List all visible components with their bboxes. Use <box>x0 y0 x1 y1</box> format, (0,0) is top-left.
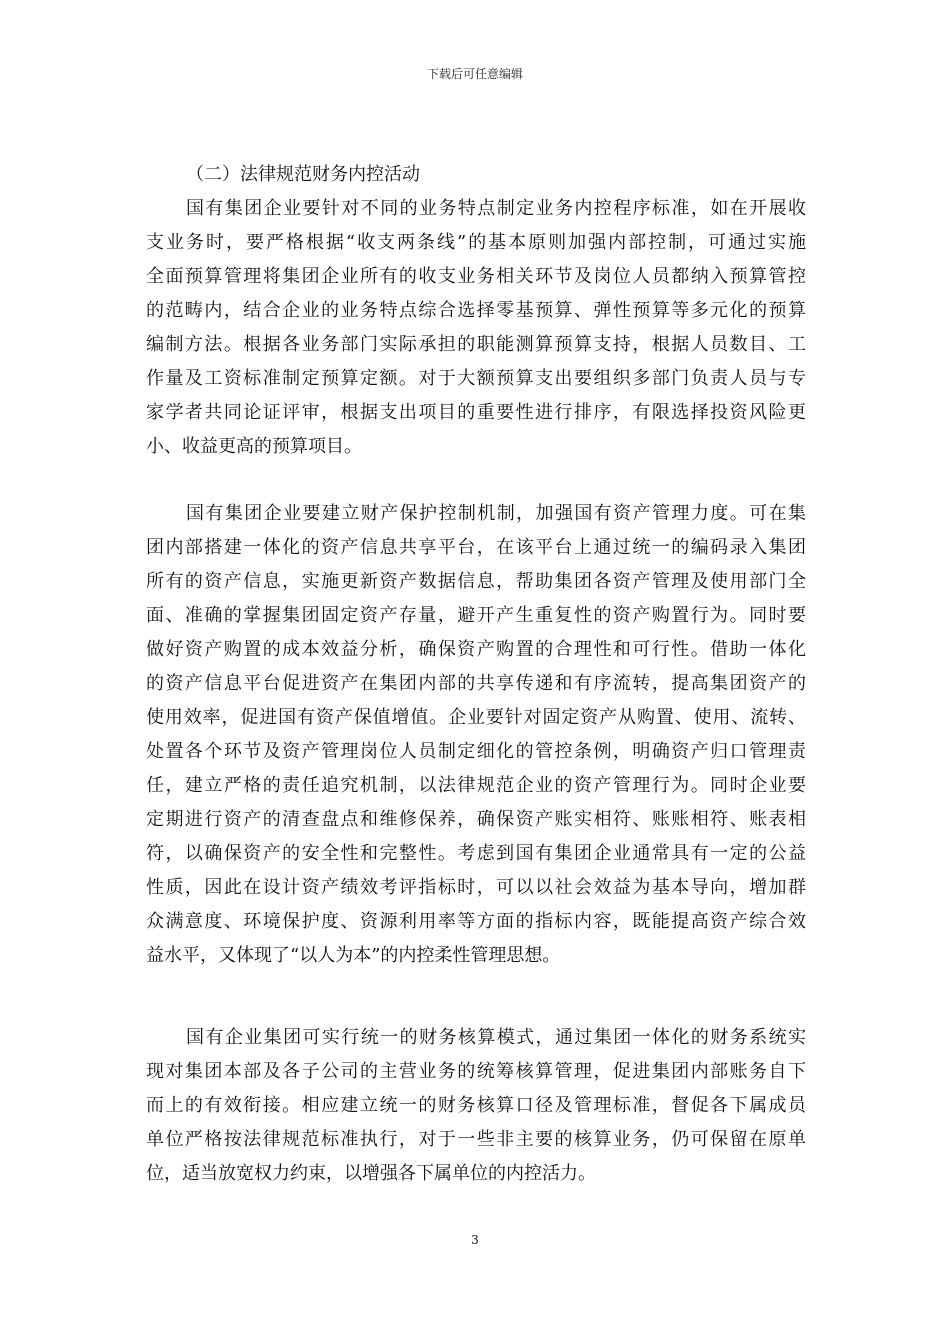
paragraph-line: 现对集团本部及各子公司的主营业务的统筹核算管理，促进集团内部账务自下 <box>146 1061 806 1082</box>
page-number: 3 <box>471 1233 479 1247</box>
paragraph-line: 性质，因此在设计资产绩效考评指标时，可以以社会效益为基本导向，增加群 <box>146 877 806 898</box>
paragraph-line: 编制方法。根据各业务部门实际承担的职能测算预算支持，根据人员数目、工 <box>146 334 806 355</box>
paragraph-line: 使用效率，促进国有资产保值增值。企业要针对固定资产从购置、使用、流转、 <box>146 707 806 728</box>
page-header: 下载后可任意编辑 <box>426 67 523 81</box>
section-heading: （二）法律规范财务内控活动 <box>186 164 420 185</box>
paragraph-line: 的资产信息平台促进资产在集团内部的共享传递和有序流转，提高集团资产的 <box>146 673 806 694</box>
paragraph-line: 的范畴内，结合企业的业务特点综合选择零基预算、弹性预算等多元化的预算 <box>146 300 806 321</box>
paragraph-line: 小、收益更高的预算项目。 <box>146 436 362 457</box>
paragraph-line: 位，适当放宽权力约束，以增强各下属单位的内控活力。 <box>146 1163 596 1184</box>
paragraph-unified-accounting <box>146 1021 806 1191</box>
paragraph-line: 处置各个环节及资产管理岗位人员制定细化的管控条例，明确资产归口管理责 <box>146 741 806 762</box>
paragraph-line: 做好资产购置的成本效益分析，确保资产购置的合理性和可行性。借助一体化 <box>146 639 806 660</box>
paragraph-line: 益水平，又体现了“以人为本”的内控柔性管理思想。 <box>146 945 561 966</box>
paragraph-line: 所有的资产信息，实施更新资产数据信息，帮助集团各资产管理及使用部门全 <box>146 571 806 592</box>
paragraph-line: 团内部搭建一体化的资产信息共享平台，在该平台上通过统一的编码录入集团 <box>146 537 806 558</box>
paragraph-asset-protection <box>146 497 806 973</box>
paragraph-line: 任，建立严格的责任追究机制，以法律规范企业的资产管理行为。同时企业要 <box>146 775 806 796</box>
paragraph-line: 定期进行资产的清查盘点和维修保养，确保资产账实相符、账账相符、账表相 <box>146 809 806 830</box>
paragraph-line: 单位严格按法律规范标准执行，对于一些非主要的核算业务，仍可保留在原单 <box>146 1129 806 1150</box>
paragraph-line: 全面预算管理将集团企业所有的收支业务相关环节及岗位人员都纳入预算管控 <box>146 266 806 287</box>
paragraph-line: 众满意度、环境保护度、资源利用率等方面的指标内容，既能提高资产综合效 <box>146 911 806 932</box>
paragraph-line: 符，以确保资产的安全性和完整性。考虑到国有集团企业通常具有一定的公益 <box>146 843 806 864</box>
paragraph-line: 家学者共同论证评审，根据支出项目的重要性进行排序，有限选择投资风险更 <box>146 402 806 423</box>
paragraph-line: 而上的有效衔接。相应建立统一的财务核算口径及管理标准，督促各下属成员 <box>146 1095 806 1116</box>
paragraph-line: 国有企业集团可实行统一的财务核算模式，通过集团一体化的财务系统实 <box>186 1027 806 1048</box>
paragraph-line: 国有集团企业要针对不同的业务特点制定业务内控程序标准，如在开展收 <box>186 198 806 219</box>
paragraph-line: 支业务时，要严格根据“收支两条线”的基本原则加强内部控制，可通过实施 <box>146 232 806 253</box>
paragraph-line: 作量及工资标准制定预算定额。对于大额预算支出要组织多部门负责人员与专 <box>146 368 806 389</box>
paragraph-line: 国有集团企业要建立财产保护控制机制，加强国有资产管理力度。可在集 <box>186 503 806 524</box>
paragraph-budget-management <box>146 192 806 464</box>
paragraph-line: 面、准确的掌握集团固定资产存量，避开产生重复性的资产购置行为。同时要 <box>146 605 806 626</box>
